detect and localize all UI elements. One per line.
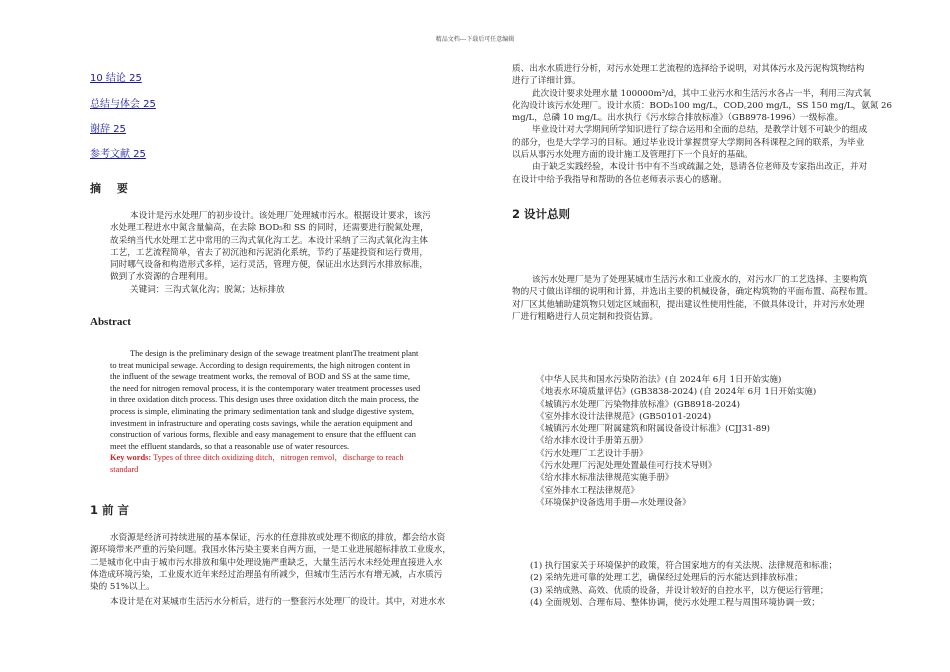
preface-line: 染的 51%以上。 — [90, 582, 155, 593]
preface-line: 源环境带来严重的污染问题。我国水体污染主要来自两方面，一是工业进展超标排放工业废水， — [90, 545, 451, 556]
abstract-cn-keywords: 关键词：三沟式氧化沟；脱氮；达标排放 — [130, 284, 285, 295]
para-line: 毕业设计对大学期间所学知识进行了综合运用和全面的总结，是教学计划不可缺少的组成 — [532, 125, 868, 136]
abstract-cn-title: 摘 要 — [90, 182, 134, 195]
abstract-en-line: process is simple, eliminating the primary sedimentation tank and sludge digestive system, — [110, 406, 415, 416]
preface-line: 水资源是经济可持续进展的基本保证，污水的任意排放或处理不彻底的排放，都会给水资 — [110, 533, 446, 543]
abstract-en-body — [110, 348, 490, 476]
abstract-cn-line: 本设计是污水处理厂的初步设计。该处理厂处理城市污水。根据设计要求，该污 — [130, 211, 431, 221]
keywords-text: Types of three ditch oxidizing ditch，nitrogen remvol，discharge to reach — [151, 453, 404, 463]
reference-list — [536, 374, 916, 509]
para-line: mg/L，总磷 10 mg/L。出水执行《污水综合排放标准》（GB8978-1996）一级标准。 — [512, 113, 844, 124]
section-2-body — [512, 274, 912, 323]
preface-line: 二是城市化中由于城市污水排放和集中处理设施严重缺乏，大量生活污水未经处理直接进入水 — [90, 557, 443, 568]
para-line: 物的尺寸做出详细的说明和计算，并选出主要的机械设备，确定构筑物的平面布置、高程布置。 — [512, 287, 873, 298]
keywords-label: Key words: — [110, 453, 152, 463]
abstract-en-keywords-cont: standard — [110, 464, 139, 474]
abstract-cn-line: 故采纳当代水处理工艺中常用的三沟式氧化沟工艺。本设计采纳了三沟式氧化沟主体 — [110, 235, 428, 246]
preface-body — [90, 532, 490, 609]
reference-item: 《城镇污水处理厂附属建筑和附属设备设计标准》(CJJ31-89) — [536, 424, 771, 435]
para-line: 质、出水水质进行分析，对污水处理工艺流程的选择给予说明，对其体污水及污泥构筑物结构 — [512, 64, 865, 74]
reference-item: 《城镇污水处理厂污染物排放标准》(GB8918-2024) — [536, 399, 741, 410]
preface-line: 本设计是在对某城市生活污水分析后，进行的一整套污水处理厂的设计。其中，对进水水 — [110, 597, 446, 608]
para-line: 此次设计要求处理水量 100000m³/d，其中工业污水和生活污水各占一半，利用三沟式氧 — [532, 88, 872, 99]
abstract-cn-line: 水处理工程进水中氮含量偏高，在去除 BOD₅和 SS 的同时，还需要进行脱氮处理， — [110, 223, 429, 234]
page-header: 精品文档---下载后可任意编辑 — [435, 36, 515, 43]
toc-link-references[interactable]: 参考文献 25 — [90, 149, 146, 160]
reference-item: 《给水排水标准法律规范实施手册》 — [536, 473, 674, 484]
reference-item: 《给水排水设计手册第五册》 — [536, 436, 648, 447]
reference-item: 《室外排水设计法律规范》(GB50101-2024) — [536, 411, 712, 422]
abstract-en-line: the influent of the sewage treatment works, the removal of BOD and SS at the same time, — [110, 372, 411, 382]
abstract-en-line: The design is the preliminary design of the sewage treatment plantThe treatment plant — [130, 349, 419, 358]
para-line: 在设计中给予我指导和帮助的各位老师表示衷心的感谢。 — [512, 174, 727, 185]
section-2-title: 2 设计总则 — [512, 207, 571, 221]
abstract-en-line: construction of various forms, flexible and easy management to ensure that the effluent can — [110, 430, 416, 440]
abstract-en-line: to treat municipal sewage. According to design requirements, the high nitrogen content in — [110, 360, 411, 370]
section-1-title: 1 前 言 — [90, 503, 130, 517]
abstract-en-keywords — [110, 452, 490, 464]
principle-item: (4) 全面规划、合理布局、整体协调，使污水处理工程与周围环境协调一致； — [530, 597, 820, 608]
reference-item: 《污水处理厂工艺设计手册》 — [536, 448, 648, 459]
reference-item: 《中华人民共和国水污染防治法》(自 2024年 6月 1日开始实施) — [536, 375, 782, 385]
toc-link-conclusion[interactable]: 10 结论 25 — [90, 73, 142, 84]
abstract-en-line: the need for nitrogen removal process, it is the contemporary water treatment processes used — [110, 383, 421, 393]
abstract-cn-line: 同时哪气设备和构造形式多样，运行灵活，管理方便，保证出水达到污水排放标准， — [110, 260, 428, 271]
preface-line: 体造成环境污染，工业废水近年来经过治理虽有所减少，但城市生活污水有增无减，占水质污 — [90, 569, 443, 580]
para-line: 厂进行粗略进行人员定制和投资估算。 — [512, 311, 659, 322]
para-line: 对厂区其他辅助建筑物只划定区域面积，提出建议性使用性能，不做具体设计，并对污水处理 — [512, 299, 865, 310]
para-line: 由于缺乏实践经验，本设计书中有不当或疏漏之处，恳请各位老师及专家指出改正，并对 — [532, 162, 868, 173]
principle-item: (3) 采纳成熟、高效、优质的设备，并设计较好的自控水平，以方便运行管理； — [530, 585, 829, 596]
abstract-en-title: Abstract — [90, 316, 131, 328]
principle-item: (2) 采纳先进可靠的处理工艺，确保经过处理后的污水能达到排放标准； — [530, 573, 803, 584]
para-line: 化沟设计该污水处理厂。设计水质：BOD₅100 mg/L，COD꜀200 mg/L，SS 150 mg/L，氨氮 26 — [512, 100, 892, 111]
reference-item: 《地表水环境质量评估》(GB3838-2024) (自 2024年 6月 1日开始实施) — [536, 387, 817, 398]
right-top-body — [512, 63, 912, 186]
abstract-en-line: investment in infrastructure and operating costs savings, while the aeration equipment and — [110, 418, 413, 428]
abstract-cn-line: 做到了水资源的合理利用。 — [110, 272, 214, 283]
para-line: 的部分，也是大学学习的目标。通过毕业设计掌握贯穿大学期间各科课程之间的联系，为毕业 — [512, 137, 865, 148]
abstract-en-line: in three oxidation ditch process. This design uses three oxidation ditch the main process, the — [110, 395, 419, 405]
principles-list — [530, 560, 920, 609]
abstract-cn-line: 工艺，工艺流程简单，省去了初沉池和污泥消化系统，节约了基建投资和运行费用， — [110, 247, 428, 258]
principle-item: (1) 执行国家关于环境保护的政策，符合国家地方的有关法规、法律规范和标准； — [530, 561, 838, 571]
para-line: 该污水处理厂是为了处理某城市生活污水和工业废水的，对污水厂的工艺选择、主要构筑 — [532, 275, 868, 285]
toc-link-summary[interactable]: 总结与体会 25 — [90, 99, 156, 110]
abstract-cn-body — [110, 210, 480, 296]
para-line: 以后从事污水处理方面的设计施工及管理打下一个良好的基础。 — [512, 150, 753, 161]
para-line: 进行了详细计算。 — [512, 76, 581, 87]
toc-link-acknowledgements[interactable]: 谢辞 25 — [90, 124, 126, 135]
reference-item: 《环境保护设备选用手册—水处理设备》 — [536, 497, 691, 508]
abstract-en-line: meet the effluent standards, so that a reasonable use of water resources. — [110, 441, 350, 451]
reference-item: 《室外排水工程法律规范》 — [536, 485, 640, 496]
reference-item: 《污水处理厂污泥处理处置最佳可行技术导则》 — [536, 461, 717, 472]
